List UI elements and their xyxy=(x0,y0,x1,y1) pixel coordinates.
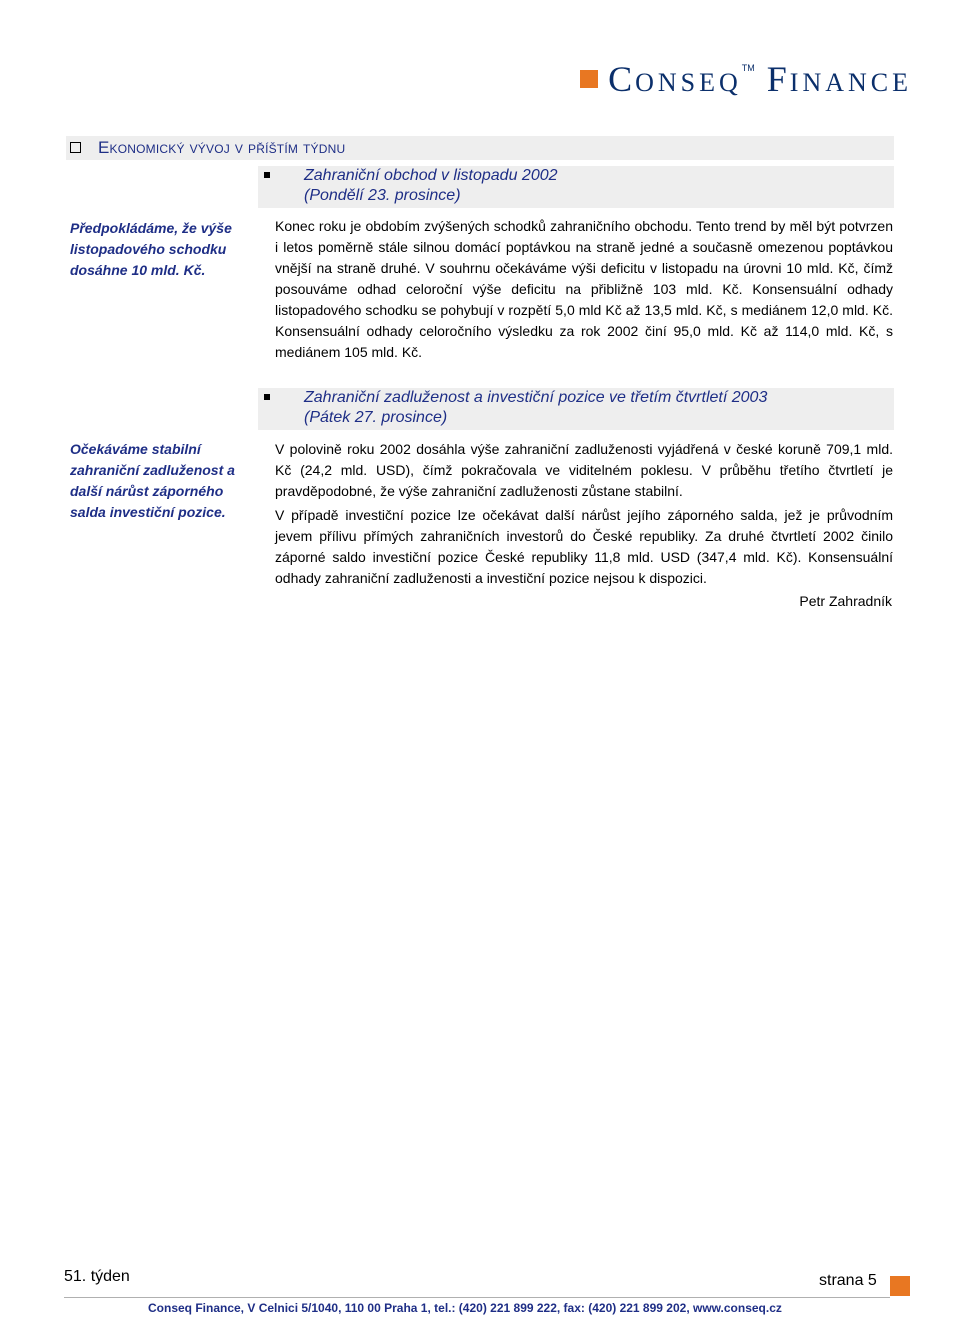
sidebar-note-debt: Očekáváme stabilní zahraniční zadluženost a další nárůst záporného salda investiční pozice. xyxy=(70,441,235,520)
paragraph-debt-1: V polovině roku 2002 dosáhla výše zahraniční zadluženosti vyjádřená v české koruně 709,1 mld. Kč (24,2 mld. USD), čímž pokračovala ve viditelném poklesu. V průběhu třetího čtvrtletí je pravděpodobné, že výše zahraniční zadluženosti zůstane stabilní. xyxy=(275,441,893,499)
author-signature: Petr Zahradník xyxy=(799,593,892,609)
logo-text-2: INANCE xyxy=(789,68,912,97)
topic-title: Zahraniční obchod v listopadu 2002 xyxy=(304,167,558,184)
footer-week: 51. týden xyxy=(64,1268,130,1285)
topic-header-trade xyxy=(258,166,894,208)
footer-address: Conseq Finance, V Celnici 5/1040, 110 00 Praha 1, tel.: (420) 221 899 222, fax: (420) 221 899 202, www.conseq.cz xyxy=(148,1301,782,1315)
footer-square-icon xyxy=(890,1276,910,1296)
logo-letter: C xyxy=(608,59,636,99)
topic-date: (Pátek 27. prosince) xyxy=(304,409,448,426)
sidebar-note-trade: Předpokládáme, že výše listopadového schodku dosáhne 10 mld. Kč. xyxy=(70,220,232,278)
paragraph-debt-2: V případě investiční pozice lze očekávat další nárůst jejího záporného salda, jež je průvodním jevem přílivu přímých zahraničních investorů do České republiky. Za druhé čtvrtletí 2002 činilo záporné saldo investiční pozice České republiky 11,8 mld. USD (347,4 mld. Kč). Konsensuální odhady zahraniční zadluženosti a investiční pozice nejsou k dispozici. xyxy=(275,507,893,586)
logo-square-icon xyxy=(580,70,598,88)
logo-tm: TM xyxy=(741,63,755,73)
logo-text: ONSEQ xyxy=(635,68,742,97)
section-heading xyxy=(66,136,894,160)
logo-letter-2: F xyxy=(766,59,790,99)
paragraph-trade: Konec roku je obdobím zvýšených schodků zahraničního obchodu. Tento trend by měl být potvrzen i letos poměrně stále silnou domácí poptávkou na straně jedné a současně omezenou poptávkou vnější na straně druhé. V souhrnu očekáváme výši deficitu v listopadu na úrovni 10 mld. Kč, čímž posouváme odhad celoroční výše deficitu na přibližně 103 mld. Kč. Konsensuální odhady listopadového schodku se pohybují v rozpětí 5,0 mld Kč až 13,5 mld. Kč, s mediánem 12,0 mld. Kč. Konsensuální odhady celoročního výsledku za rok 2002 činí 95,0 mld. Kč až 114,0 mld. Kč, s mediánem 105 mld. Kč. xyxy=(275,218,893,360)
topic-title: Zahraniční zadluženost a investiční pozice ve třetím čtvrtletí 2003 xyxy=(304,389,768,406)
company-logo xyxy=(580,56,912,106)
checkbox-bullet-icon xyxy=(70,142,81,153)
footer-page-number: strana 5 xyxy=(819,1272,877,1289)
square-bullet-icon xyxy=(264,394,270,400)
footer-divider xyxy=(64,1297,890,1298)
square-bullet-icon xyxy=(264,172,270,178)
section-title: Ekonomický vývoj v příštím týdnu xyxy=(98,138,346,157)
topic-date: (Pondělí 23. prosince) xyxy=(304,187,461,204)
topic-header-debt xyxy=(258,388,894,430)
